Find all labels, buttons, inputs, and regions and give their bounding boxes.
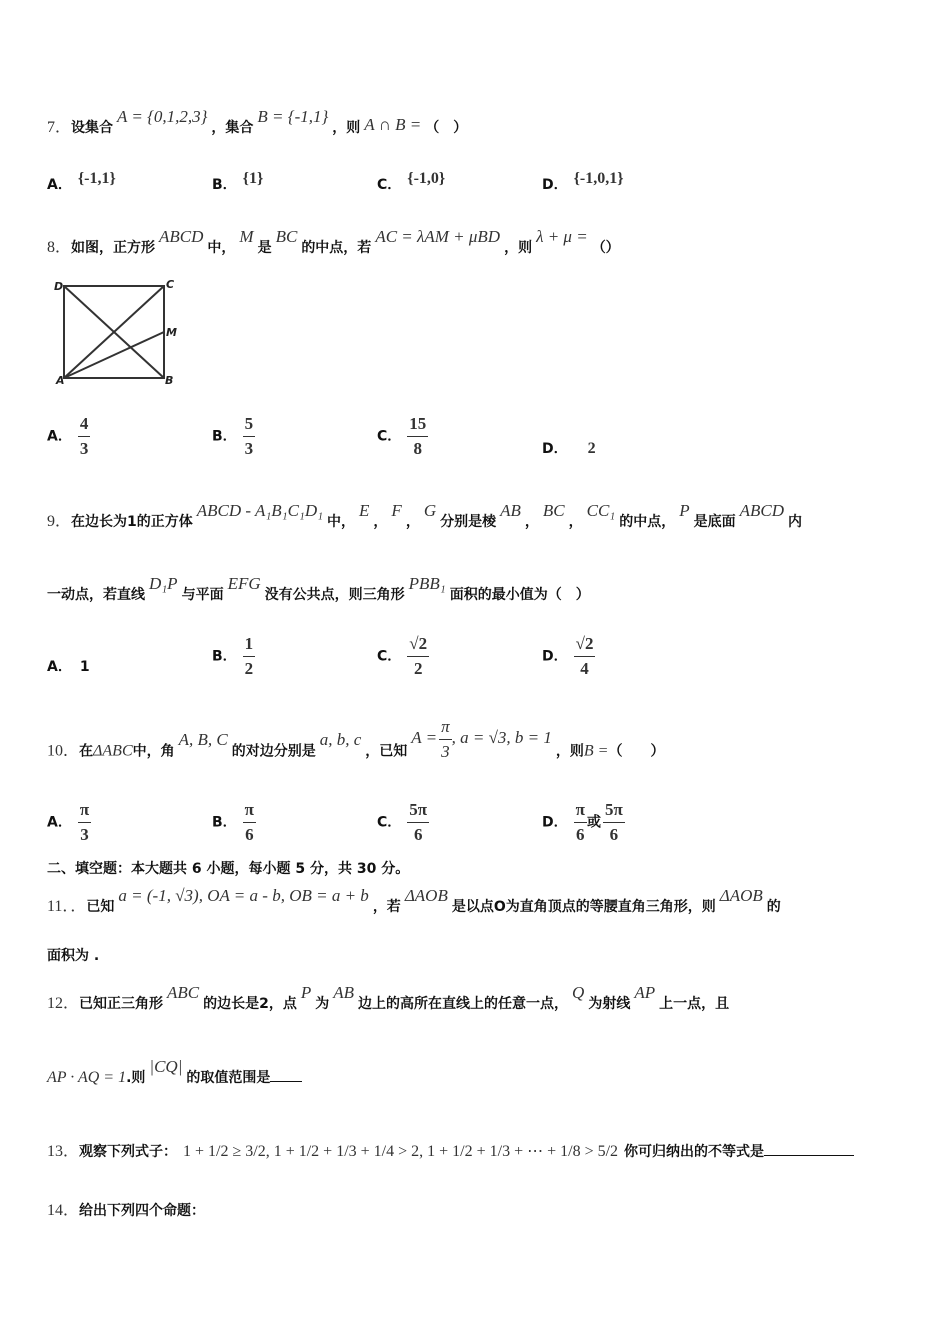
q7-text: ，则 — [332, 120, 361, 136]
option-label: A． — [47, 428, 72, 445]
q10-math: , a = √3, b = 1 — [451, 728, 552, 748]
q8-math: M — [239, 227, 254, 246]
fraction-denominator: 3 — [80, 825, 89, 844]
q10-math: A, B, C — [178, 730, 228, 750]
q9-text: 一动点，若直线 — [47, 587, 145, 603]
q12-line-2 — [47, 1057, 302, 1087]
q9-math: CC₁ — [586, 501, 616, 520]
q13-answer-blank[interactable] — [764, 1155, 854, 1156]
q9-option-a[interactable] — [47, 656, 90, 676]
option-or: 或 — [586, 814, 601, 831]
q12-text: ，点 — [268, 996, 297, 1012]
q12-answer-blank[interactable] — [270, 1081, 302, 1082]
fraction-numerator: π — [243, 798, 256, 823]
q12-text: 为射线 — [588, 996, 631, 1012]
q9-text: 的正方体 — [136, 514, 193, 530]
q10-text: 的对边分别是 — [231, 743, 316, 760]
q10-fraction — [439, 715, 452, 764]
q10-math: A = — [411, 728, 438, 748]
q12-math: |CQ| — [149, 1057, 183, 1076]
fraction-denominator: 6 — [413, 825, 423, 844]
option-fraction — [407, 632, 429, 681]
q9-text: 1 — [127, 514, 137, 530]
q7-set-b: B = {-1,1} — [257, 107, 329, 126]
q14-text: 给出下列四个命题： — [79, 1203, 206, 1219]
q13-number: 13． — [47, 1143, 80, 1160]
fraction-denominator: 3 — [244, 439, 254, 458]
q8-math: λ + μ = — [536, 227, 588, 246]
fraction-numerator: 1 — [243, 632, 256, 657]
q9-number: 9． — [47, 513, 72, 530]
q12-text: 2 — [259, 996, 269, 1012]
q9-cube: ABCD - A₁B₁C₁D₁ — [196, 501, 324, 520]
question-9 — [47, 501, 802, 531]
q9-text: 分别是棱 — [440, 514, 497, 530]
q12-text: 的边长是 — [203, 996, 260, 1012]
question-8 — [47, 227, 620, 257]
q10-text: ，已知 — [365, 743, 408, 760]
q12-math: Q — [572, 983, 585, 1002]
q8-number: 8． — [47, 239, 72, 256]
q11-text: 是以点 — [451, 899, 494, 915]
q11-number: 11．． — [47, 898, 87, 915]
q13-text: 观察下列式子： — [79, 1144, 178, 1160]
option-label: C． — [377, 648, 402, 665]
q9-math: ABCD — [739, 501, 784, 520]
question-11 — [47, 886, 781, 916]
q7-option-d[interactable] — [542, 170, 624, 194]
fraction-numerator: π — [574, 798, 587, 823]
q10-text: ，则 — [555, 743, 584, 760]
option-value: {1} — [242, 170, 264, 187]
option-label: C． — [377, 814, 402, 831]
q8-math: ABCD — [159, 227, 204, 246]
q11-vectors: a = (-1, √3), OA = a - b, OB = a + b — [118, 886, 369, 905]
option-label: A． — [47, 814, 72, 831]
q10-math: B = — [583, 742, 609, 760]
fraction-denominator: 2 — [244, 659, 254, 678]
option-fraction — [407, 798, 429, 847]
q9-text: 中， — [327, 514, 356, 530]
q7-set-a: A = {0,1,2,3} — [117, 107, 208, 126]
q12-math: ABC — [167, 983, 200, 1002]
fraction-numerator: 5 — [243, 412, 256, 437]
option-label: D． — [542, 814, 568, 831]
q9-text: ， — [524, 514, 539, 530]
q12-text: .则 — [126, 1070, 146, 1086]
q12-text: 上一点，且 — [659, 996, 730, 1012]
q10-math: a, b, c — [319, 730, 362, 750]
question-14 — [47, 1197, 205, 1220]
fraction-numerator: 5π — [603, 798, 625, 823]
option-label: C． — [377, 428, 402, 445]
question-9-line-2 — [47, 574, 590, 604]
q8-paren: （） — [591, 240, 620, 256]
fraction-numerator: 5π — [407, 798, 429, 823]
q10-condition — [411, 717, 552, 761]
q9-text: 没有公共点，则三角形 — [264, 587, 405, 603]
fraction-numerator: √2 — [407, 632, 429, 657]
fraction-denominator: 3 — [79, 439, 89, 458]
fraction-numerator: π — [439, 715, 452, 740]
q9-text: 在边长为 — [71, 514, 128, 530]
q10-option-d[interactable] — [542, 798, 625, 847]
q12-math: P — [300, 983, 312, 1002]
option-value: {-1,1} — [77, 170, 116, 187]
fraction-denominator: 4 — [580, 659, 589, 678]
q12-text: 已知正三角形 — [79, 996, 164, 1012]
q11-text: 为直角顶点的等腰直角三角形，则 — [505, 899, 716, 915]
option-label: A． — [47, 177, 72, 193]
option-label: B． — [212, 177, 237, 193]
fraction-denominator: 2 — [413, 659, 423, 678]
q10-text: 在 — [79, 743, 94, 760]
option-value: 1 — [79, 659, 90, 675]
q8-option-d[interactable] — [542, 438, 596, 458]
q9-math: EFG — [227, 574, 261, 593]
q10-option-b[interactable] — [212, 798, 256, 847]
option-fraction — [243, 632, 256, 681]
q9-text: 是底面 — [693, 514, 736, 530]
fraction-denominator: 6 — [609, 825, 619, 844]
q11-text: 已知 — [86, 899, 115, 915]
option-label: C． — [377, 177, 402, 193]
q9-text: ， — [568, 514, 583, 530]
question-10 — [47, 717, 665, 776]
option-fraction — [574, 798, 587, 847]
option-label: D． — [542, 648, 568, 665]
q11-line-2: 面积为 . — [47, 948, 100, 964]
q11-text: 的 — [766, 899, 781, 915]
q8-text: 中， — [207, 240, 236, 256]
figure-label-m: M — [166, 326, 177, 339]
q9-option-c[interactable] — [377, 632, 429, 681]
q14-number: 14． — [47, 1202, 80, 1219]
q10-paren: （ ） — [608, 743, 665, 760]
question-12 — [47, 983, 730, 1013]
q11-math: ΔAOB — [404, 886, 448, 905]
option-fraction — [78, 412, 91, 461]
q10-math: ΔABC — [93, 742, 133, 760]
q9-text: ， — [373, 514, 388, 530]
fraction-denominator: 6 — [576, 825, 585, 844]
q12-text: 边上的高所在直线上的任意一点， — [358, 996, 569, 1012]
q9-text: 内 — [787, 514, 802, 530]
q12-text: 的取值范围是 — [186, 1070, 271, 1086]
option-fraction — [78, 798, 91, 847]
q9-math: PBB₁ — [408, 574, 446, 593]
option-fraction — [243, 412, 256, 461]
q7-text: ，集合 — [211, 120, 254, 136]
q12-text: 为 — [315, 996, 330, 1012]
question-7 — [47, 107, 468, 137]
q12-number: 12． — [47, 995, 80, 1012]
q8-text: 如图，正方形 — [71, 240, 156, 256]
q8-text: 的中点，若 — [301, 240, 372, 256]
fraction-numerator: π — [78, 798, 91, 823]
q12-math: AP — [634, 983, 656, 1002]
q8-text: ，则 — [504, 240, 533, 256]
option-label: A． — [47, 659, 72, 675]
option-fraction — [407, 412, 428, 461]
option-label: B． — [212, 814, 237, 831]
q9-math: AB — [500, 501, 521, 520]
square-figure — [52, 276, 192, 391]
q10-option-a[interactable] — [47, 798, 91, 847]
q9-text: 面积的最小值为（ ） — [449, 587, 590, 603]
option-fraction — [243, 798, 256, 847]
q13-text: 你可归纳出的不等式是 — [624, 1144, 765, 1160]
fraction-denominator: 8 — [413, 439, 423, 458]
option-value: 2 — [587, 440, 596, 457]
q9-math: F — [391, 501, 402, 520]
q8-option-a[interactable] — [47, 412, 90, 461]
option-value: {-1,0} — [407, 170, 446, 187]
option-value: {-1,0,1} — [573, 170, 624, 187]
q9-math: BC — [542, 501, 565, 520]
fraction-denominator: 6 — [245, 825, 254, 844]
q7-option-c[interactable] — [377, 170, 446, 194]
fraction-numerator: √2 — [574, 632, 596, 657]
fraction-numerator: 4 — [78, 412, 91, 437]
q10-text: 中，角 — [132, 743, 175, 760]
q11-text: O — [493, 899, 506, 915]
q12-dot-product: AP · AQ = 1 — [47, 1069, 127, 1086]
q9-option-d[interactable] — [542, 632, 595, 681]
option-label: D． — [542, 177, 568, 193]
q8-math: BC — [275, 227, 298, 246]
q11-text: ，若 — [372, 899, 401, 915]
q10-number: 10． — [47, 742, 80, 760]
q9-math: G — [423, 501, 437, 520]
figure-label-b: B — [165, 374, 174, 387]
q9-text: ， — [405, 514, 420, 530]
q9-math: E — [359, 501, 370, 520]
figure-label-a: A — [56, 374, 65, 387]
q7-option-a[interactable] — [47, 170, 116, 194]
q8-option-b[interactable] — [212, 412, 255, 461]
q7-paren: （ ） — [425, 120, 468, 136]
q8-vector-equation: AC = λAM + μBD — [375, 227, 501, 246]
q13-inequalities: 1 + 1/2 ≥ 3/2, 1 + 1/2 + 1/3 + 1/4 > 2, 1 + 1/2 + 1/3 + ⋯ + 1/8 > 5/2 — [183, 1143, 619, 1160]
q12-math: AB — [333, 983, 355, 1002]
question-13 — [47, 1138, 854, 1161]
figure-label-d: D — [54, 280, 64, 293]
q9-math: D₁P — [149, 574, 178, 593]
option-fraction — [574, 632, 596, 681]
q9-math: P — [679, 501, 690, 520]
q8-text: 是 — [257, 240, 272, 256]
figure-label-c: C — [166, 278, 175, 291]
q7-intersection: A ∩ B = — [364, 115, 422, 134]
q10-option-c[interactable] — [377, 798, 429, 847]
fraction-denominator: 3 — [441, 742, 450, 761]
fraction-numerator: 15 — [407, 412, 428, 437]
option-fraction — [603, 798, 625, 847]
q7-option-b[interactable] — [212, 170, 264, 194]
q9-option-b[interactable] — [212, 632, 255, 681]
q8-option-c[interactable] — [377, 412, 428, 461]
q7-number: 7． — [47, 119, 72, 136]
q7-text: 设集合 — [71, 120, 114, 136]
option-label: B． — [212, 648, 237, 665]
q9-text: 的中点， — [619, 514, 676, 530]
section-heading: 二、填空题：本大题共 6 小题，每小题 5 分，共 30 分。 — [47, 861, 410, 877]
option-label: D． — [542, 441, 568, 457]
q11-math: ΔAOB — [719, 886, 763, 905]
q9-text: 与平面 — [181, 587, 224, 603]
option-label: B． — [212, 428, 237, 445]
